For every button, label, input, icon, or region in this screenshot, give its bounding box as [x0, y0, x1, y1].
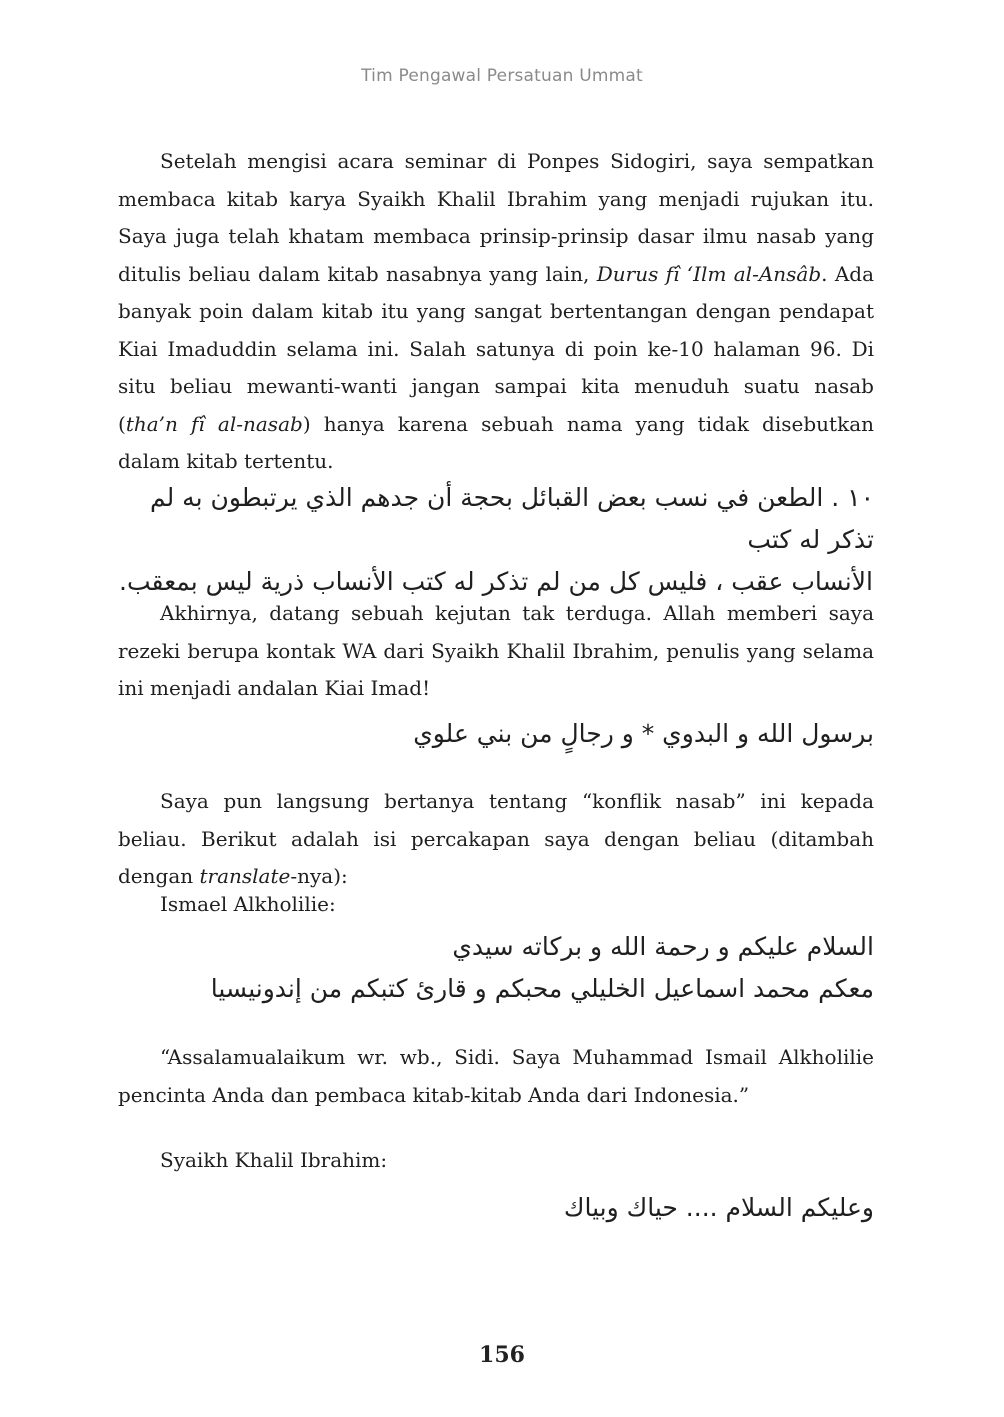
arabic-quote-line-1: ١٠ . الطعن في نسب بعض القبائل بحجة أن جدهم الذي يرتبطون به لم تذكر له كتب	[149, 483, 874, 554]
paragraph-surprise: Akhirnya, datang sebuah kejutan tak terduga. Allah memberi saya rezeki berupa kontak WA dari Syaikh Khalil Ibrahim, penulis yang selama ini menjadi andalan Kiai Imad!	[118, 601, 874, 700]
paragraph-intro-text-2: . Ada banyak poin dalam kitab itu yang sangat bertentangan dengan pendapat Kiai Imaduddin selama ini. Salah satunya di poin ke-10 halaman 96. Di situ beliau mewanti-wanti jangan sampai kita menuduh suatu nasab (	[118, 261, 874, 436]
arabic-message-line-2: معكم محمد اسماعيل الخليلي محبكم و قارئ كتبكم من إندونيسيا	[210, 974, 874, 1003]
paragraph-question-text-2: -nya):	[290, 864, 348, 888]
translate-italic: translate	[199, 864, 291, 888]
arabic-reply: وعليكم السلام .... حياك وبياك	[563, 1193, 874, 1222]
term-italic: tha’n fî al-nasab	[125, 411, 303, 436]
paragraph-intro-text-1: Setelah mengisi acara seminar di Ponpes Sidogiri, saya sempatkan membaca kitab karya Syaikh Khalil Ibrahim yang menjadi rujukan itu. Saya juga telah khatam membaca prinsip-prinsip dasar ilmu nasab yang ditulis beliau dalam kitab nasabnya yang lain,	[118, 149, 874, 286]
arabic-message-line-1: السلام عليكم و رحمة الله و بركاته سيدي	[452, 932, 874, 961]
arabic-message-greeting	[118, 926, 874, 1010]
arabic-quote-block	[118, 477, 874, 603]
running-header: Tim Pengawal Persatuan Ummat	[361, 66, 643, 86]
page-number: 156	[479, 1342, 525, 1368]
paragraph-question-text-1: Saya pun langsung bertanya tentang “konflik nasab” ini kepada beliau. Berikut adalah isi percakapan saya dengan beliau (ditambah dengan	[118, 789, 874, 888]
paragraph-intro-text-3: ) hanya karena sebuah nama yang tidak disebutkan dalam kitab tertentu.	[118, 411, 875, 473]
paragraph-question	[118, 783, 874, 896]
book-title-italic: Durus fî ‘Ilm al-Ansâb	[596, 261, 822, 286]
speaker-syaikh: Syaikh Khalil Ibrahim:	[160, 1148, 388, 1172]
speaker-ismael: Ismael Alkholilie:	[160, 892, 336, 916]
arabic-verse: برسول الله و البدوي * و رجالٍ من بني علوي	[413, 719, 874, 748]
arabic-quote-line-2: الأنساب عقب ، فليس كل من لم تذكر له كتب الأنساب ذرية ليس بمعقب.	[119, 567, 873, 596]
translation-greeting: “Assalamualaikum wr. wb., Sidi. Saya Muhammad Ismail Alkholilie pencinta Anda dan pembaca kitab-kitab Anda dari Indonesia.”	[118, 1045, 874, 1107]
paragraph-intro	[118, 143, 874, 481]
